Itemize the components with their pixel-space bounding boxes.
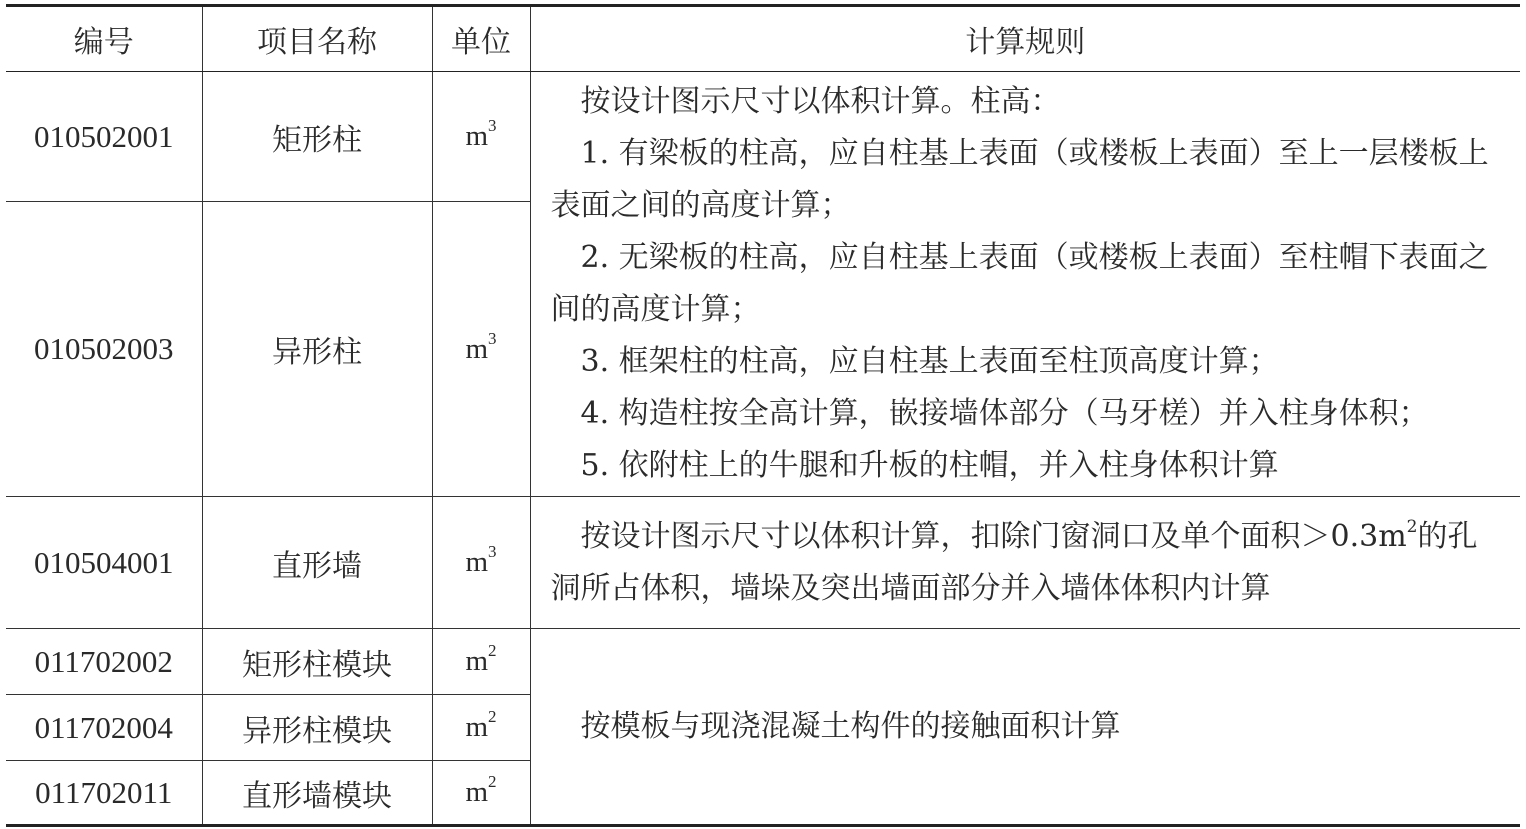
row-name: 矩形柱模块 — [202, 629, 432, 695]
row-code: 011702011 — [6, 761, 202, 826]
unit-base: m — [465, 711, 489, 743]
unit-base: m — [465, 120, 489, 152]
header-row — [6, 6, 1520, 72]
rule-line: 5. 依附柱上的牛腿和升板的柱帽，并入柱身体积计算 — [580, 448, 1279, 483]
row-unit — [432, 202, 530, 497]
row-code: 010502001 — [6, 72, 202, 202]
rule-line: 3. 框架柱的柱高，应自柱基上表面至柱顶高度计算； — [580, 344, 1279, 379]
wall-rule-cell — [530, 497, 1520, 629]
row-unit — [432, 629, 530, 695]
unit-exponent: 3 — [488, 116, 497, 135]
header-code: 编号 — [6, 6, 202, 72]
table-row — [6, 629, 1520, 695]
rule-line: 按模板与现浇混凝土构件的接触面积计算 — [580, 708, 1121, 744]
row-code: 011702004 — [6, 695, 202, 761]
header-name: 项目名称 — [202, 6, 432, 72]
row-name: 矩形柱 — [202, 72, 432, 202]
row-unit — [432, 761, 530, 826]
row-name: 异形柱模块 — [202, 695, 432, 761]
rule-line: 按设计图示尺寸以体积计算。柱高： — [580, 84, 1061, 119]
columns-rule-cell — [530, 72, 1520, 497]
row-unit — [432, 497, 530, 629]
unit-base: m — [465, 645, 489, 677]
calculation-rules-table-container — [6, 4, 1520, 827]
unit-exponent: 3 — [488, 328, 497, 348]
unit-exponent: 2 — [488, 641, 497, 660]
unit-base: m — [465, 332, 489, 365]
header-unit: 单位 — [432, 6, 530, 72]
rule-line: 2. 无梁板的柱高，应自柱基上表面（或楼板上表面）至柱帽下表面之间的高度计算； — [550, 240, 1489, 327]
table-row — [6, 72, 1520, 202]
unit-exponent: 2 — [488, 772, 497, 791]
row-name: 异形柱 — [202, 202, 432, 497]
rule-line — [551, 511, 1505, 615]
header-rule: 计算规则 — [530, 6, 1520, 72]
rule-line: 1. 有梁板的柱高，应自柱基上表面（或楼板上表面）至上一层楼板上表面之间的高度计算； — [550, 136, 1489, 223]
row-unit — [432, 72, 530, 202]
formwork-rule-cell — [530, 629, 1520, 826]
wall-rule-part1: 按设计图示尺寸以体积计算，扣除门窗洞口及单个面积＞0.3m — [580, 518, 1407, 554]
row-code: 010504001 — [6, 497, 202, 629]
wall-rule-part2: 的孔洞所占体积，墙垛及突出墙面部分并入墙体体积内计算 — [550, 518, 1478, 606]
unit-exponent: 3 — [488, 542, 497, 561]
unit-base: m — [465, 776, 489, 808]
unit-exponent: 2 — [488, 707, 497, 726]
row-unit — [432, 695, 530, 761]
rule-line: 4. 构造柱按全高计算，嵌接墙体部分（马牙槎）并入柱身体积； — [580, 396, 1429, 431]
wall-rule-exponent: 2 — [1406, 516, 1418, 537]
unit-base: m — [465, 546, 489, 578]
calculation-rules-table — [6, 4, 1520, 827]
row-code: 011702002 — [6, 629, 202, 695]
row-name: 直形墙模块 — [202, 761, 432, 826]
row-code: 010502003 — [6, 202, 202, 497]
row-name: 直形墙 — [202, 497, 432, 629]
table-row — [6, 497, 1520, 629]
